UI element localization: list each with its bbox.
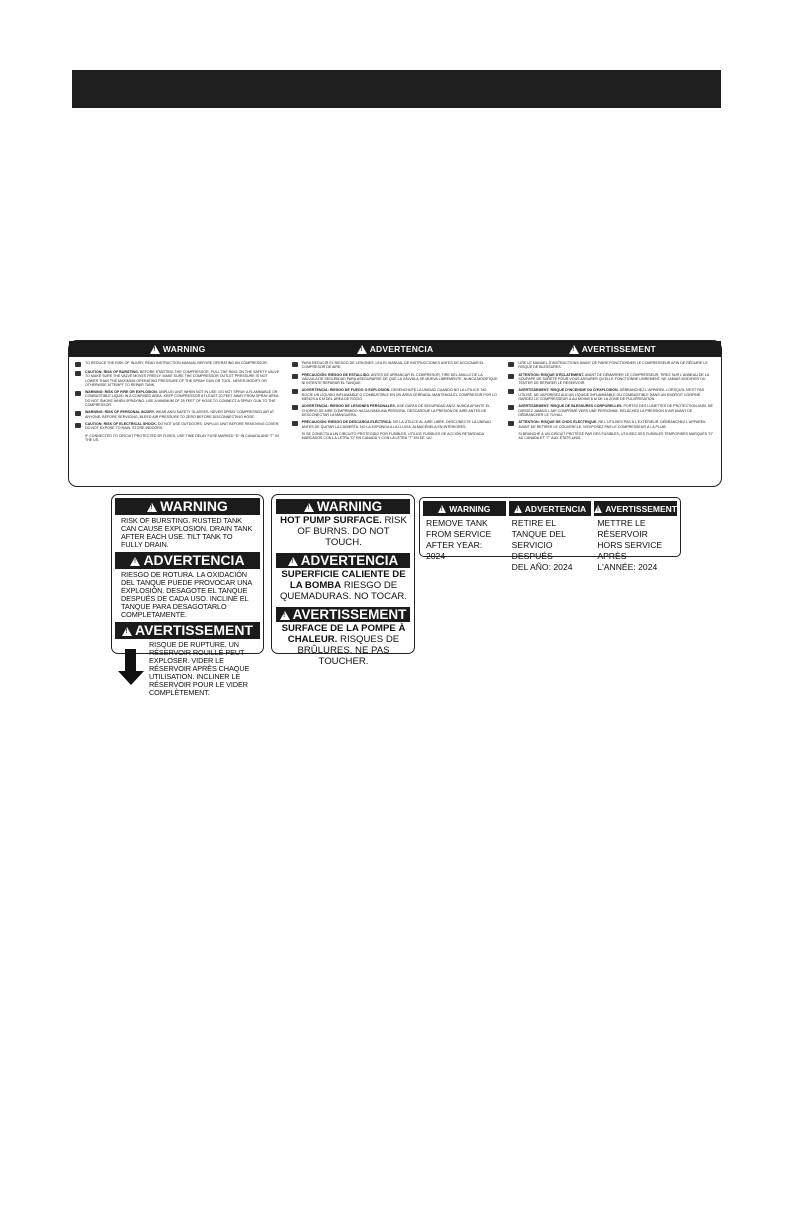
- tank-label-text-en: RISK OF BURSTING. RUSTED TANK CAN CAUSE EXPLOSION. DRAIN TANK AFTER EACH USE. TILT TANK TO FULLY DRAIN.: [121, 516, 253, 549]
- warning-triangle-icon: [122, 627, 132, 636]
- section-title-bar: [72, 70, 721, 108]
- hot-label-text-fr: SURFACE DE LA POMPE À CHALEUR. RISQUES DE BRÛLURES. NE PAS TOUCHER.: [281, 623, 406, 667]
- shock-icon: [75, 423, 81, 428]
- service-column-es: ! ADVERTENCIA RETIRE EL TANQUE DEL SERVICIO DESPUÉS DEL AÑO: 2024: [509, 501, 592, 553]
- warning-triangle-icon: [147, 503, 157, 512]
- read-manual-icon: [508, 362, 514, 367]
- compressor-warning-label: [68, 340, 722, 487]
- shock-icon: [292, 421, 298, 426]
- warning-triangle-icon: [438, 505, 446, 513]
- service-column-fr: ! AVERTISSEMENT METTRE LE RÉSERVOIR HORS SERVICE APRÈS L'ANNÉE: 2024: [594, 501, 677, 553]
- fire-icon: [75, 391, 81, 396]
- down-arrow-icon: [117, 649, 145, 697]
- shock-icon: [508, 421, 514, 426]
- tank-drain-label: [111, 494, 264, 697]
- label-header-row: [69, 341, 721, 357]
- tank-service-year-label: [419, 497, 681, 572]
- hot-label-text-es: SUPERFICIE CALIENTE DE LA BOMBA RIESGO DE QUEMADURAS. NO TOCAR.: [279, 569, 408, 602]
- goggles-icon: [292, 405, 298, 410]
- warning-triangle-icon: [569, 345, 579, 354]
- warning-triangle-icon: [280, 611, 290, 620]
- tank-label-header-avertissement: !AVERTISSEMENT: [115, 622, 260, 639]
- tank-label-header-advertencia: !ADVERTENCIA: [115, 552, 260, 569]
- hot-label-header-warning: !WARNING: [276, 499, 410, 514]
- tank-label-text-es: RIESGO DE ROTURA. LA OXIDACIÓN DEL TANQUE PUEDE PROVOCAR UNA EXPLOSIÓN. DESAGOTE EL TANQUE DESPUÉS DE CADA USO. INCLINE EL TANQUE PARA DESAGOTARLO COMPLETAMENTE.: [121, 570, 252, 619]
- hot-label-header-advertencia: !ADVERTENCIA: [276, 553, 410, 568]
- fire-icon: [292, 389, 298, 394]
- read-manual-icon: [292, 362, 298, 367]
- hot-surface-label: [271, 494, 415, 667]
- column-spanish: PARA REDUCIR EL RIESGO DE LESIONES, LEA EL MANUAL DE INSTRUCCIONES ANTES DE ACCIONAR EL COMPRESOR DE AIRE. PRECAUCIÓN: RIESGO DE ESTALLIDO. ANTES DE ARRANCAR EL COMPRESOR, TIRE DEL ANILLO DE LA VÁLVULA DE SEGURIDAD PARA ASEGURARSE DE QUE LA VÁLVULA SE MUEVA LIBREMENTE. NUNCA MODIFIQUE NI INTENTE REPARAR EL TANQUE. ADVERTENCIA: RIESGO DE FUEGO O EXPLOSIÓN. DESENCHUFE LA UNIDAD CUANDO NO LA UTILICE. NO ROCÍE UN LÍQUIDO INFLAMABLE O COMBUSTIBLE EN UN ÁREA CERRADA. MANTENGA EL COMPRESOR POR LO MENOS A 6 M DEL ÁREA DE ROCÍO. ADVERTENCIA: RIESGO DE LESIONES PERSONALES. USE GAFAS DE SEGURIDAD ANSI. NUNCA APUNTE EL CHORRO DE AIRE COMPRIMIDO HACIA NINGUNA PERSONA. DESCARGUE LA PRESIÓN DE AIRE ANTES DE DESCONECTAR LA MANGUERA. PRECAUCIÓN: RIESGO DE DESCARGA ELÉCTRICA. NO LA UTILICE AL AIRE LIBRE. DESCONECTE LA UNIDAD ANTES DE QUITAR LA CUBIERTA. NO LA EXPONGA A LA LLUVIA. ALMACÉNELA EN INTERIORES. SI SE CONECTA A UN CIRCUITO PROTEGIDO POR FUSIBLES, UTILICE FUSIBLES DE ACCIÓN RETARDADA MARCADOS CON LA LETRA "D" EN CANADÁ Y CON LA LETRA "T" EN EE. UU.: [292, 361, 499, 442]
- warning-triangle-icon: [150, 345, 160, 354]
- column-english: TO REDUCE THE RISK OF INJURY, READ INSTRUCTION MANUAL BEFORE OPERATING AN COMPRESSOR. CAUTION: RISK OF BURSTING. BEFORE STARTING THE COMPRESSOR, PULL THE RING ON THE SAFETY VALVE TO MAKE SURE THE VALVE MOVES FREELY. MAKE SURE THE COMPRESSOR OUTLET PRESSURE IS NOT LOWER THAN THE MAXIMUM OPERATING PRESSURE OF THE SPRAY GUN OR TOOL. NEVER MODIFY OR OTHERWISE ATTEMPT TO REPAIR TANK. WARNING: RISK OF FIRE OR EXPLOSION. UNPLUG UNIT WHEN NOT IN USE. DO NOT SPRAY A FLAMMABLE OR COMBUSTIBLE LIQUID IN A CONFINED AREA. KEEP COMPRESSOR AT LEAST 20 FEET AWAY FROM SPRAY AREA. DO NOT SMOKE WHEN SPRAYING. USE A MINIMUM OF 25 FEET OF HOSE TO CONNECT A SPRAY GUN TO THE COMPRESSOR. WARNING: RISK OF PERSONAL INJURY. WEAR ANSI SAFETY GLASSES. NEVER SPRAY COMPRESSED AIR AT ANYONE. BEFORE SERVICING, BLEED AIR PRESSURE TO ZERO BEFORE DISCONNECTING HOSE. CAUTION: RISK OF ELECTRICAL SHOCK. DO NOT USE OUTDOORS. UNPLUG UNIT BEFORE REMOVING COVER. DO NOT EXPOSE TO RAIN. STORE INDOORS. IF CONNECTED TO CIRCUIT PROTECTED BY FUSES, USE TIME DELAY FUSE MARKED "D" IN CANADA AND "T" IN THE US.: [75, 361, 282, 442]
- tank-label-text-fr: RISQUE DE RUPTURE. UN RÉSERVOIR ROUILLÉ PEUT EXPLOSER. VIDER LE RÉSERVOIR APRÈS CHAQUE UTILISATION. INCLINER LE RÉSERVOIR POUR LE VIDER COMPLÈTEMENT.: [149, 640, 250, 697]
- warning-triangle-icon: [594, 505, 602, 513]
- service-column-en: ! WARNING REMOVE TANK FROM SERVICE AFTER YEAR: 2024: [423, 501, 506, 553]
- read-manual-icon: [75, 362, 81, 367]
- header-warning: ! WARNING: [69, 341, 286, 357]
- hot-label-text-en: HOT PUMP SURFACE. RISK OF BURNS. DO NOT TOUCH.: [280, 515, 407, 548]
- fire-icon: [508, 389, 514, 394]
- warning-triangle-icon: [288, 557, 298, 566]
- warning-triangle-icon: [514, 505, 522, 513]
- burst-icon: [292, 374, 298, 379]
- tank-label-header-warning: !WARNING: [115, 498, 260, 515]
- column-french: LIRE LE MANUEL D'INSTRUCTIONS AVANT DE FAIRE FONCTIONNER LE COMPRESSEUR AFIN DE RÉDUIRE LE RISQUE DE BLESSURES. ATTENTION: RISQUE D'ÉCLATEMENT. AVANT DE DÉMARRER LE COMPRESSEUR, TIREZ SUR L'ANNEAU DE LA SOUPAPE DE SÛRETÉ POUR VOUS ASSURER QU'ELLE FONCTIONNE LIBREMENT. NE JAMAIS MODIFIER OU TENTER DE RÉPARER LE RÉSERVOIR. AVERTISSEMENT: RISQUE D'INCENDIE OU D'EXPLOSION. DÉBRANCHEZ L'APPAREIL LORSQU'IL N'EST PAS UTILISÉ. NE VAPORISEZ AUCUN LIQUIDE INFLAMMABLE OU COMBUSTIBLE DANS UN ENDROIT CONFINÉ. GARDEZ LE COMPRESSEUR À AU MOINS 6 M DE LA ZONE DE PULVÉRISATION. AVERTISSEMENT: RISQUE DE BLESSURES CORPORELLES. PORTEZ DES LUNETTES DE PROTECTION ANSI. NE DIRIGEZ JAMAIS L'AIR COMPRIMÉ VERS UNE PERSONNE. RELÂCHEZ LA PRESSION D'AIR AVANT DE DÉBRANCHER LE TUYAU. ATTENTION: RISQUE DE CHOC ÉLECTRIQUE. NE L'UTILISEZ PAS À L'EXTÉRIEUR. DÉBRANCHEZ L'APPAREIL AVANT DE RETIRER LE COUVERCLE. N'EXPOSEZ PAS LE COMPRESSEUR À LA PLUIE. SI BRANCHÉ À UN CIRCUIT PROTÉGÉ PAR DES FUSIBLES, UTILISEZ DES FUSIBLES TEMPORISÉS MARQUÉS "D" AU CANADA ET "T" AUX ÉTATS-UNIS.: [508, 361, 715, 442]
- warning-triangle-icon: [357, 345, 367, 354]
- hot-label-header-avertissement: !AVERTISSEMENT: [276, 607, 410, 622]
- header-avertissement: ! AVERTISSEMENT: [504, 341, 721, 357]
- warning-triangle-icon: [130, 557, 140, 566]
- burst-icon: [508, 374, 514, 379]
- goggles-icon: [508, 405, 514, 410]
- burst-icon: [75, 371, 81, 376]
- goggles-icon: [75, 411, 81, 416]
- warning-triangle-icon: [304, 503, 314, 512]
- header-advertencia: ! ADVERTENCIA: [286, 341, 503, 357]
